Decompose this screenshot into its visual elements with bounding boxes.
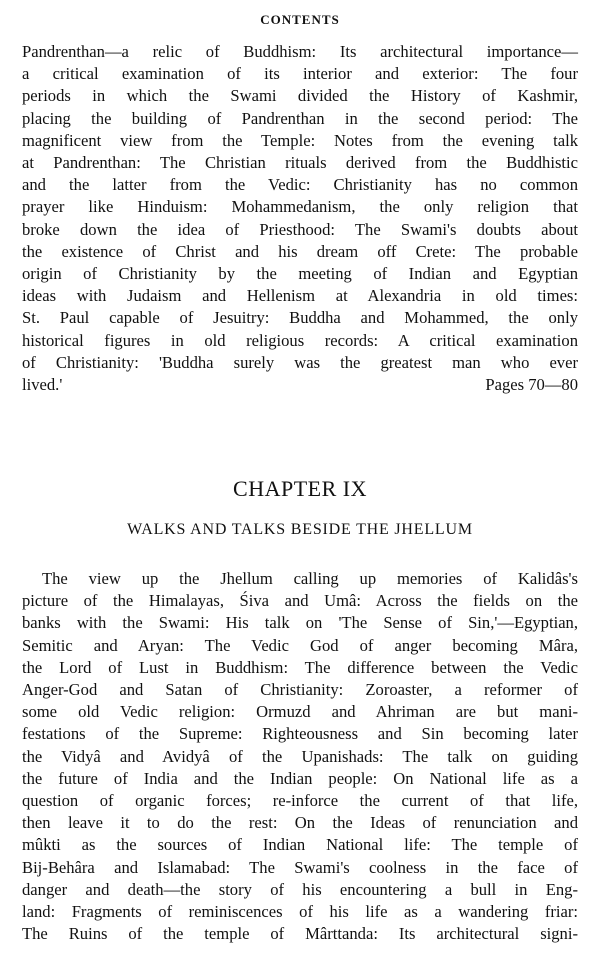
summary-last-line bbox=[22, 374, 578, 396]
chapter-title: WALKS AND TALKS BESIDE THE JHELLUM bbox=[127, 521, 473, 538]
summary-line: prayer like Hinduism: Mohammedanism, the only religion that bbox=[22, 197, 578, 217]
summary-line: periods in which the Swami divided the History of Kashmir, bbox=[22, 86, 578, 106]
summary-line: picture of the Himalayas, Śiva and Umâ: Across the fields on the bbox=[22, 591, 578, 611]
summary-line: a critical examination of its interior and exterior: The four bbox=[22, 64, 578, 84]
summary-line: Pandrenthan—a relic of Buddhism: Its architectural importance— bbox=[22, 42, 578, 61]
summary-line: some old Vedic religion: Ormuzd and Ahriman are but mani- bbox=[22, 702, 578, 722]
summary-line: the Vidyâ and Avidyâ of the Upanishads: The talk on guiding bbox=[22, 746, 578, 766]
summary-line: Anger-God and Satan of Christianity: Zoroaster, a reformer of bbox=[22, 680, 578, 700]
summary-line: magnificent view from the Temple: Notes from the evening talk bbox=[22, 130, 578, 150]
summary-line: of Christianity: 'Buddha surely was the greatest man who ever bbox=[22, 352, 578, 372]
summary-line: banks with the Swami: His talk on 'The Sense of Sin,'—Egyptian, bbox=[22, 613, 578, 633]
book-page bbox=[22, 0, 578, 955]
page-range: Pages 70—80 bbox=[485, 375, 578, 395]
summary-line: Semitic and Aryan: The Vedic God of anger becoming Mâra, bbox=[22, 635, 578, 655]
summary-line: land: Fragments of reminiscences of his life as a wandering friar: bbox=[22, 902, 578, 922]
summary-line: danger and death—the story of his encountering a bull in Eng- bbox=[22, 879, 578, 899]
summary-line: historical figures in old religious records: A critical examination bbox=[22, 330, 578, 350]
summary-line: origin of Christianity by the meeting of Indian and Egyptian bbox=[22, 264, 578, 284]
summary-line: and the latter from the Vedic: Christianity has no common bbox=[22, 175, 578, 195]
running-head: CONTENTS bbox=[260, 12, 340, 27]
summary-line: St. Paul capable of Jesuitry: Buddha and Mohammed, the only bbox=[22, 308, 578, 328]
summary-line: question of organic forces; re-inforce the current of that life, bbox=[22, 791, 578, 811]
summary-line: the future of India and the Indian people: On National life as a bbox=[22, 768, 578, 788]
summary-line: the existence of Christ and his dream off Crete: The probable bbox=[22, 241, 578, 261]
summary-line: Bij-Behâra and Islamabad: The Swami's coolness in the face of bbox=[22, 857, 578, 877]
summary-line: mûkti as the sources of Indian National life: The temple of bbox=[22, 835, 578, 855]
chapter-summary-jhellum bbox=[22, 568, 578, 945]
summary-line: then leave it to do the rest: On the Ideas of renunciation and bbox=[22, 813, 578, 833]
summary-line: ideas with Judaism and Hellenism at Alexandria in old times: bbox=[22, 286, 578, 306]
summary-line: the Lord of Lust in Buddhism: The difference between the Vedic bbox=[22, 657, 578, 677]
chapter-summary-pandrenthan bbox=[22, 41, 578, 396]
summary-line: broke down the idea of Priesthood: The Swami's doubts about bbox=[22, 219, 578, 239]
summary-line-end: lived.' bbox=[22, 375, 63, 395]
summary-line: at Pandrenthan: The Christian rituals derived from the Buddhistic bbox=[22, 153, 578, 173]
summary-line: festations of the Supreme: Righteousness and Sin becoming later bbox=[22, 724, 578, 744]
chapter-number: CHAPTER IX bbox=[233, 476, 367, 501]
summary-line: The Ruins of the temple of Mârttanda: Its architectural signi- bbox=[22, 924, 578, 944]
summary-line: The view up the Jhellum calling up memories of Kalidâs's bbox=[42, 569, 578, 588]
summary-line: placing the building of Pandrenthan in the second period: The bbox=[22, 108, 578, 128]
